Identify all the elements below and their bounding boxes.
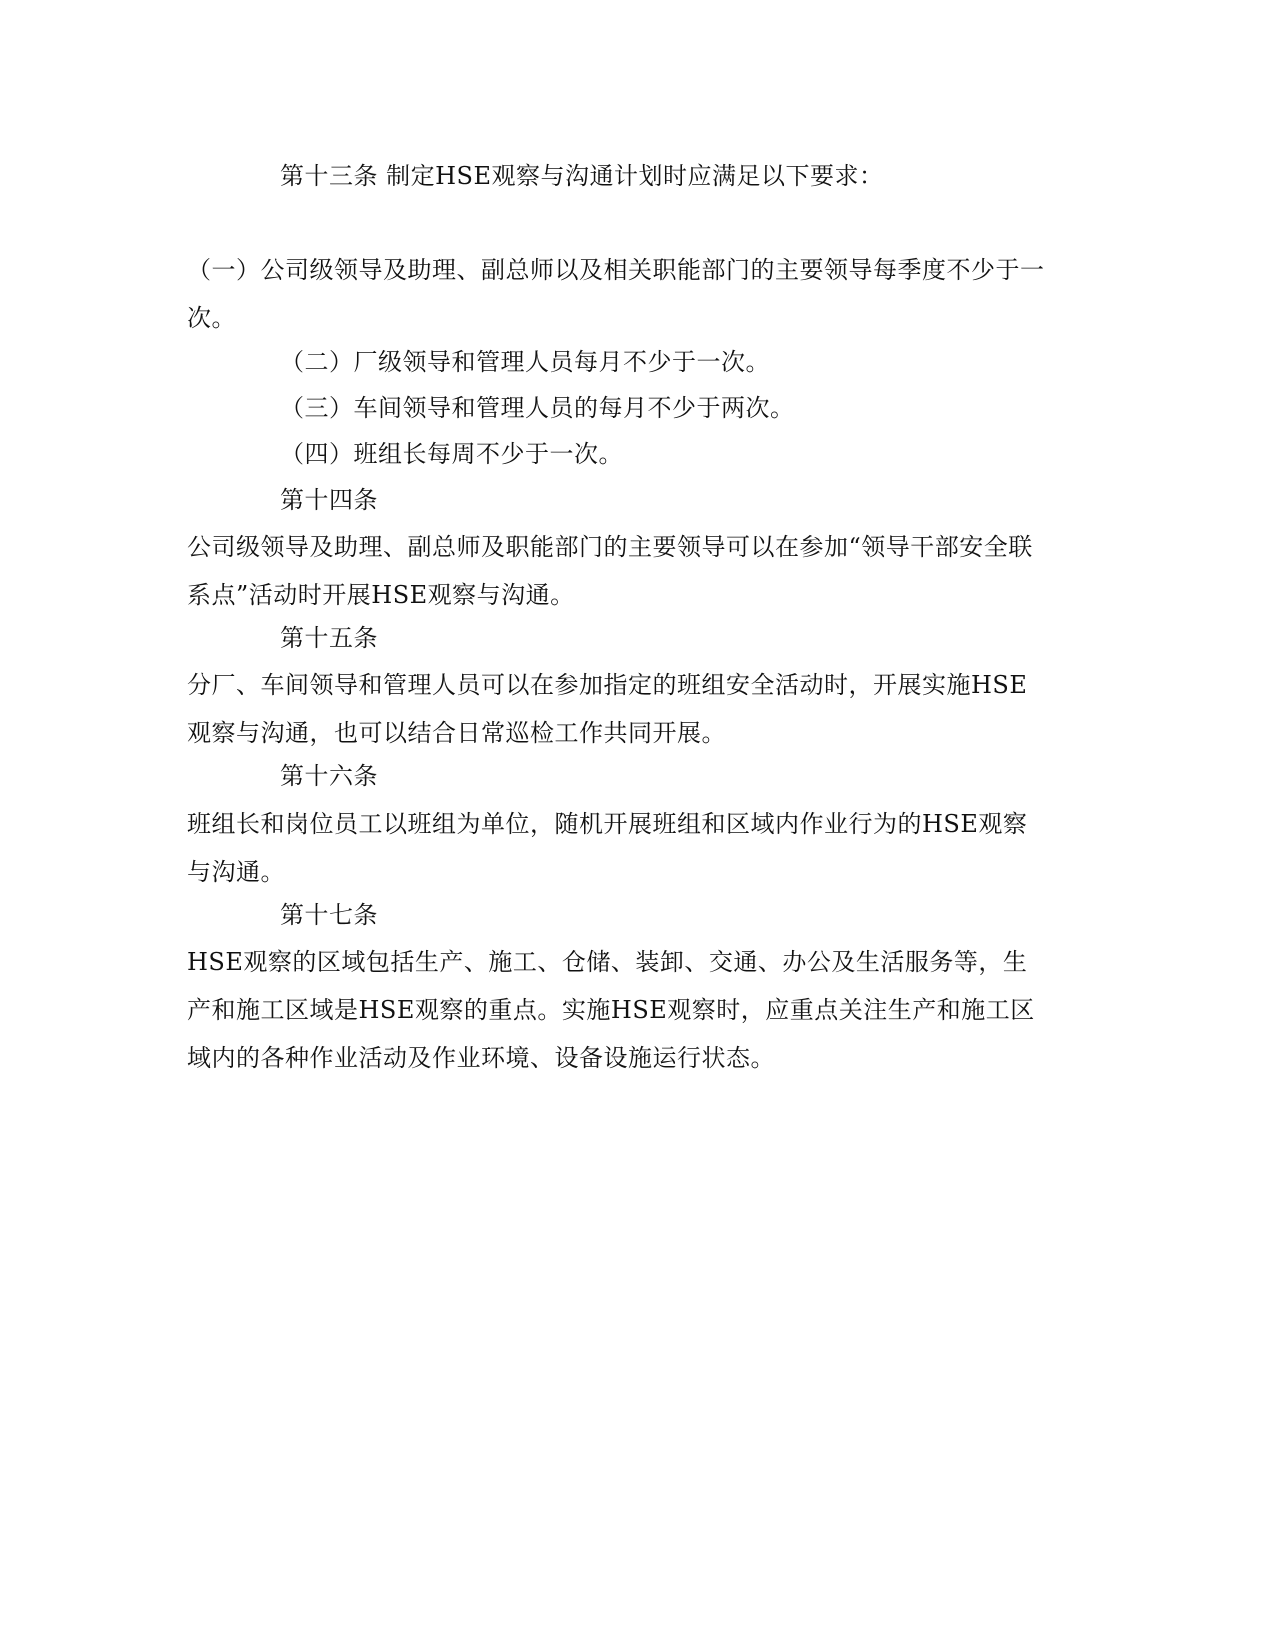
- item-4: （四）班组长每周不少于一次。: [280, 440, 623, 468]
- article-17-heading: 第十七条: [280, 901, 378, 929]
- article-15-heading: 第十五条: [280, 624, 378, 652]
- article-14-body: 公司级领导及助理、副总师及职能部门的主要领导可以在参加“领导干部安全联系点”活动时开展HSE观察与沟通。: [187, 533, 1033, 609]
- item-2: （二）厂级领导和管理人员每月不少于一次。: [280, 348, 770, 376]
- article-16-heading: 第十六条: [280, 762, 378, 790]
- item-1: （一）公司级领导及助理、副总师以及相关职能部门的主要领导每季度不少于一次。: [187, 256, 1045, 332]
- article-16-body: 班组长和岗位员工以班组为单位，随机开展班组和区域内作业行为的HSE观察与沟通。: [187, 810, 1028, 886]
- item-3: （三）车间领导和管理人员的每月不少于两次。: [280, 394, 795, 422]
- article-17-body: HSE观察的区域包括生产、施工、仓储、装卸、交通、办公及生活服务等，生产和施工区域是HSE观察的重点。实施HSE观察时，应重点关注生产和施工区域内的各种作业活动及作业环境、设备设施运行状态。: [187, 948, 1035, 1072]
- article-15-body: 分厂、车间领导和管理人员可以在参加指定的班组安全活动时，开展实施HSE观察与沟通，也可以结合日常巡检工作共同开展。: [187, 671, 1028, 747]
- article-14-heading: 第十四条: [280, 486, 378, 514]
- article-13-heading: 第十三条 制定HSE观察与沟通计划时应满足以下要求：: [280, 162, 884, 190]
